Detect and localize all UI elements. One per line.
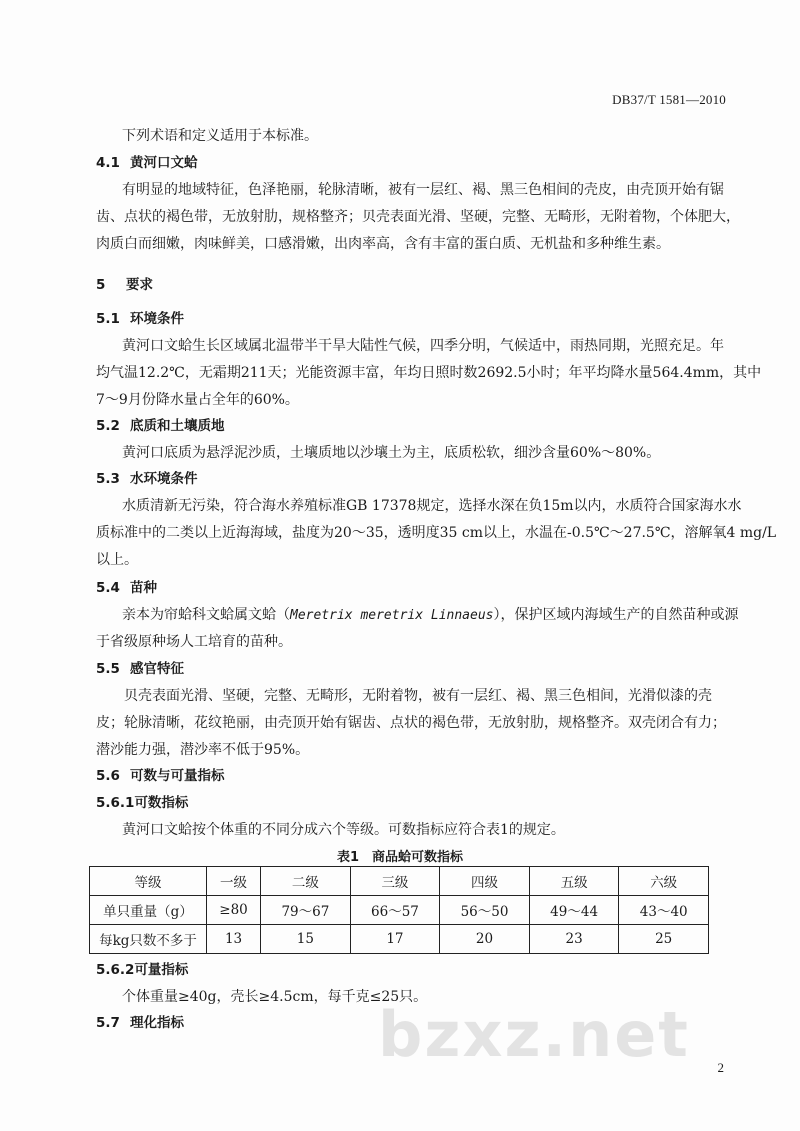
table-header-cell: 三级 xyxy=(350,867,440,896)
section-number: 5 xyxy=(96,277,106,293)
site-watermark: bzxz.net xyxy=(378,998,690,1071)
section-number: 5.7 xyxy=(96,1015,120,1031)
paragraph-line: 个体重量≥40g，壳长≥4.5cm，每千克≤25只。 xyxy=(122,989,428,1005)
section-number: 5.2 xyxy=(96,418,120,434)
section-5-heading xyxy=(96,275,153,295)
section-title: 要求 xyxy=(126,277,153,293)
paragraph-line: 以上。 xyxy=(96,552,138,568)
section-title: 苗种 xyxy=(130,580,157,596)
intro-text: 下列术语和定义适用于本标准。 xyxy=(122,128,318,144)
paragraph-line: 肉质白而细嫩，肉味鲜美，口感滑嫩，出肉率高，含有丰富的蛋白质、无机盐和多种维生素。 xyxy=(96,236,670,252)
section-title: 黄河口文蛤 xyxy=(130,155,198,171)
paragraph-line: 水质清新无污染，符合海水养殖标准GB 17378规定，选择水深在负15m以内，水质符合国家海水水 xyxy=(122,498,742,514)
section-5-3-heading xyxy=(96,469,198,489)
table-cell: 20 xyxy=(440,925,530,954)
section-number: 5.4 xyxy=(96,580,120,596)
paragraph-line: 质标准中的二类以上近海海域，盐度为20～35，透明度35 cm以上，水温在-0.5℃～27.5℃，溶解氧4 mg/L xyxy=(96,525,777,541)
paragraph-line: 于省级原种场人工培育的苗种。 xyxy=(96,634,292,650)
paragraph-line: 7～9月份降水量占全年的60%。 xyxy=(96,392,299,408)
table-cell: 13 xyxy=(207,925,261,954)
section-number: 5.6 xyxy=(96,768,120,784)
table-header-cell: 一级 xyxy=(207,867,261,896)
section-5-6-heading xyxy=(96,766,225,786)
table-row xyxy=(90,925,709,954)
paragraph-line: 黄河口文蛤生长区域属北温带半干旱大陆性气候，四季分明，气候适中，雨热同期，光照充足。年 xyxy=(122,338,724,354)
table-row-label: 单只重量（g） xyxy=(90,896,207,925)
section-number: 5.6.1 xyxy=(96,795,135,811)
section-5-7-heading xyxy=(96,1013,184,1033)
page-number: 2 xyxy=(717,1060,724,1075)
table-header-row xyxy=(90,867,709,896)
text-span: 亲本为帘蛤科文蛤属文蛤（ xyxy=(122,607,290,623)
table-row-label: 每kg只数不多于 xyxy=(90,925,207,954)
table-cell: 49～44 xyxy=(529,896,619,925)
paragraph-line: 齿、点状的褐色带，无放射肋，规格整齐；贝壳表面光滑、坚硬，完整、无畸形，无附着物，个体肥大， xyxy=(96,209,740,225)
document-number: DB37/T 1581—2010 xyxy=(612,92,726,107)
paragraph-line: 潜沙能力强，潜沙率不低于95%。 xyxy=(96,742,310,758)
table-cell: 25 xyxy=(619,925,709,954)
table-cell: 23 xyxy=(529,925,619,954)
section-5-1-heading xyxy=(96,309,184,329)
paragraph-line: 贝壳表面光滑、坚硬，完整、无畸形，无附着物，被有一层红、褐、黑三色相间，光滑似漆的壳 xyxy=(124,688,712,704)
paragraph-line: 皮；轮脉清晰，花纹艳丽，由壳顶开始有锯齿、点状的褐色带，无放射肋，规格整齐。双壳闭合有力； xyxy=(96,715,726,731)
section-5-2-heading xyxy=(96,416,225,436)
table-cell: ≥80 xyxy=(207,896,261,925)
grade-table xyxy=(89,866,709,954)
table-cell: 79～67 xyxy=(261,896,351,925)
section-5-6-1-heading xyxy=(96,793,188,813)
table-header-cell: 二级 xyxy=(261,867,351,896)
table-row xyxy=(90,896,709,925)
paragraph-line xyxy=(122,605,739,626)
section-title: 水环境条件 xyxy=(130,471,198,487)
section-number: 5.3 xyxy=(96,471,120,487)
section-title: 理化指标 xyxy=(130,1015,184,1031)
table-header-cell: 四级 xyxy=(440,867,530,896)
table-header-cell: 六级 xyxy=(619,867,709,896)
table-cell: 66～57 xyxy=(350,896,440,925)
table-header-cell: 五级 xyxy=(529,867,619,896)
section-number: 5.5 xyxy=(96,661,120,677)
latin-species-name: Meretrix meretrix Linnaeus xyxy=(290,608,494,623)
section-5-6-2-heading xyxy=(96,960,188,980)
table-cell: 56～50 xyxy=(440,896,530,925)
table-cell: 17 xyxy=(350,925,440,954)
paragraph-line: 黄河口底质为悬浮泥沙质，土壤质地以沙壤土为主，底质松软，细沙含量60%～80%。 xyxy=(122,445,661,461)
section-5-5-heading xyxy=(96,659,184,679)
section-title: 可数指标 xyxy=(134,795,189,811)
section-number: 5.6.2 xyxy=(96,962,135,978)
table-cell: 43～40 xyxy=(619,896,709,925)
section-4-1-heading xyxy=(96,153,198,173)
table-cell: 15 xyxy=(261,925,351,954)
section-title: 环境条件 xyxy=(130,311,184,327)
paragraph-line: 有明显的地域特征，色泽艳丽，轮脉清晰，被有一层红、褐、黑三色相间的壳皮，由壳顶开始有锯 xyxy=(122,182,724,198)
section-title: 感官特征 xyxy=(130,661,184,677)
section-number: 4.1 xyxy=(96,155,120,171)
section-number: 5.1 xyxy=(96,311,120,327)
section-5-4-heading xyxy=(96,578,157,598)
section-title: 底质和土壤质地 xyxy=(130,418,225,434)
paragraph-line: 均气温12.2℃，无霜期211天；光能资源丰富，年均日照时数2692.5小时；年平均降水量564.4mm，其中 xyxy=(96,365,762,381)
text-span: ），保护区域内海域生产的自然苗种或源 xyxy=(493,607,739,623)
section-title: 可量指标 xyxy=(134,962,189,978)
section-title: 可数与可量指标 xyxy=(130,768,225,784)
table-caption: 表1 商品蛤可数指标 xyxy=(336,850,464,865)
table-header-cell: 等级 xyxy=(90,867,207,896)
paragraph-line: 黄河口文蛤按个体重的不同分成六个等级。可数指标应符合表1的规定。 xyxy=(122,822,565,838)
